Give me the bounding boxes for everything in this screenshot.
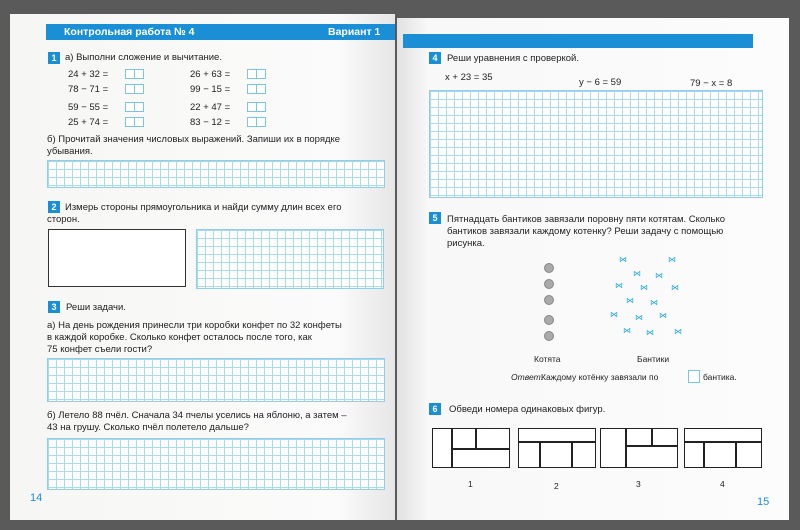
answer-box[interactable] <box>256 117 266 127</box>
measure-rectangle <box>48 229 186 287</box>
answer-box[interactable] <box>134 102 144 112</box>
bow-icon: ⋈ <box>650 298 658 307</box>
equation-1: x + 23 = 35 <box>445 72 493 83</box>
label-kittens: Котята <box>534 354 561 364</box>
expr-left-2: 78 − 71 = <box>68 84 109 95</box>
figure-line <box>519 441 595 443</box>
task-2-grid[interactable] <box>196 229 384 289</box>
figure-line <box>625 445 677 447</box>
task-4-grid[interactable] <box>429 90 763 198</box>
bow-icon: ⋈ <box>633 269 641 278</box>
task-3-number: 3 <box>48 301 60 313</box>
figure-line <box>651 429 653 445</box>
expr-right-4: 83 − 12 = <box>190 117 231 128</box>
bow-icon: ⋈ <box>655 271 663 280</box>
answer-text: Каждому котёнку завязали по <box>541 372 659 382</box>
bow-icon: ⋈ <box>659 311 667 320</box>
answer-box[interactable] <box>256 102 266 112</box>
task-2-number: 2 <box>48 201 60 213</box>
answer-suffix: бантика. <box>703 372 737 382</box>
bow-icon: ⋈ <box>671 283 679 292</box>
left-page <box>10 14 395 520</box>
bow-icon: ⋈ <box>646 328 654 337</box>
bow-icon: ⋈ <box>619 255 627 264</box>
expr-left-3: 59 − 55 = <box>68 102 109 113</box>
figure-line <box>539 441 541 467</box>
bow-icon: ⋈ <box>668 255 676 264</box>
test-header-bar <box>46 24 395 40</box>
answer-label: Ответ: <box>511 372 544 382</box>
task-2-line2: сторон. <box>47 214 80 225</box>
task-1-number: 1 <box>48 52 60 64</box>
bow-icon: ⋈ <box>623 326 631 335</box>
task-1-part-b-line1: б) Прочитай значения числовых выражений. Запиши их в порядке <box>47 134 341 145</box>
figure-line <box>451 448 509 450</box>
bow-icon: ⋈ <box>635 313 643 322</box>
kitten-circle-icon <box>544 295 554 305</box>
task-5-line1: Пятнадцать бантиков завязали поровну пяти котятам. Сколько <box>447 214 726 225</box>
figure-4[interactable] <box>684 428 762 468</box>
figure-line <box>735 441 737 467</box>
task-5-line2: бантиков завязали каждому котенку? Реши задачу с помощью <box>447 226 724 237</box>
task-3a-grid[interactable] <box>47 358 385 402</box>
task-1-part-b-line2: убывания. <box>47 146 93 157</box>
figure-2-label[interactable]: 2 <box>554 481 559 491</box>
figure-3[interactable] <box>600 428 678 468</box>
expr-right-2: 99 − 15 = <box>190 84 231 95</box>
kitten-circle-icon <box>544 279 554 289</box>
figure-line <box>625 429 627 467</box>
bow-icon: ⋈ <box>674 327 682 336</box>
bow-icon: ⋈ <box>610 310 618 319</box>
task-2-line1: Измерь стороны прямоугольника и найди сумму длин всех его <box>65 202 342 213</box>
answer-box[interactable] <box>256 69 266 79</box>
task-3-a-line3: 75 конфет съели гости? <box>47 344 153 355</box>
task-3-b-line2: 43 на грушу. Сколько пчёл полетело дальше? <box>47 422 249 433</box>
page-number-left: 14 <box>30 492 43 504</box>
figure-line <box>475 429 477 448</box>
page-number-right: 15 <box>757 496 770 508</box>
expr-right-3: 22 + 47 = <box>190 102 231 113</box>
task-1-grid[interactable] <box>47 160 385 188</box>
figure-4-label[interactable]: 4 <box>720 479 725 489</box>
task-5-line3: рисунка. <box>447 238 485 249</box>
right-page <box>397 18 789 520</box>
figure-line <box>703 441 705 467</box>
answer-box[interactable] <box>134 117 144 127</box>
answer-box[interactable] <box>256 84 266 94</box>
task-6-title: Обведи номера одинаковых фигур. <box>449 404 606 415</box>
task-3-a-line1: а) На день рождения принесли три коробки конфет по 32 конфеты <box>47 320 342 331</box>
figure-2[interactable] <box>518 428 596 468</box>
figure-1-label[interactable]: 1 <box>468 479 473 489</box>
equation-3: 79 − x = 8 <box>690 78 733 89</box>
task-6-number: 6 <box>429 403 441 415</box>
expr-left-1: 24 + 32 = <box>68 69 109 80</box>
figure-3-label[interactable]: 3 <box>636 479 641 489</box>
equation-2: y − 6 = 59 <box>579 77 622 88</box>
header-bar-right <box>403 34 753 48</box>
task-5-number: 5 <box>429 212 441 224</box>
task-4-title: Реши уравнения с проверкой. <box>447 53 579 64</box>
task-1-part-a: а) Выполни сложение и вычитание. <box>65 52 222 63</box>
figure-line <box>685 441 761 443</box>
task-4-number: 4 <box>429 52 441 64</box>
expr-right-1: 26 + 63 = <box>190 69 231 80</box>
answer-box[interactable] <box>134 84 144 94</box>
answer-box[interactable] <box>688 370 700 383</box>
bow-icon: ⋈ <box>615 281 623 290</box>
task-3-a-line2: в каждой коробке. Сколько конфет осталось после того, как <box>47 332 312 343</box>
label-bows: Бантики <box>637 354 670 364</box>
kitten-circle-icon <box>544 315 554 325</box>
kitten-circle-icon <box>544 331 554 341</box>
task-3b-grid[interactable] <box>47 438 385 490</box>
expr-left-4: 25 + 74 = <box>68 117 109 128</box>
bow-icon: ⋈ <box>626 296 634 305</box>
test-title: Контрольная работа № 4 <box>64 26 195 38</box>
answer-box[interactable] <box>134 69 144 79</box>
task-3-b-line1: б) Летело 88 пчёл. Сначала 34 пчелы уселись на яблоню, а затем – <box>47 410 347 421</box>
task-3-title: Реши задачи. <box>66 302 126 313</box>
variant-label: Вариант 1 <box>328 26 381 38</box>
figure-line <box>571 441 573 467</box>
kitten-circle-icon <box>544 263 554 273</box>
figure-1[interactable] <box>432 428 510 468</box>
bow-icon: ⋈ <box>640 283 648 292</box>
